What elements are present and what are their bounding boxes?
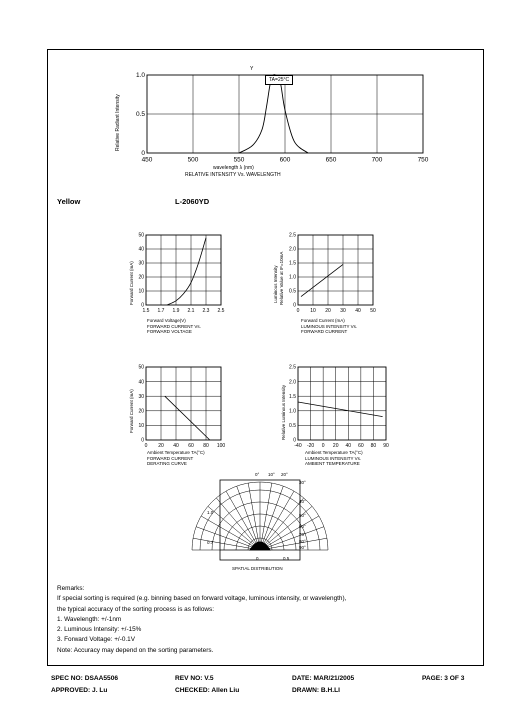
derating-chart-ytick-label: 30	[138, 393, 144, 400]
part-number: L-2060YD	[175, 197, 210, 206]
spatial-distribution-diagram	[215, 470, 325, 570]
vf-chart-xtick-label: 2.1	[187, 308, 195, 314]
vf-chart-xtick-label: 1.7	[157, 308, 165, 314]
li-chart-xtick-label: 10	[310, 308, 316, 314]
remarks-line: Note: Accuracy may depend on the sorting parameters.	[57, 646, 214, 654]
spatial-label-90: 90°	[299, 545, 306, 550]
remarks-title: Remarks:	[57, 585, 85, 592]
li-chart-caption1: LUMINOUS INTENSITY Vs.	[301, 324, 358, 329]
top-chart-ytick-label: 1.0	[135, 72, 145, 80]
remarks-line: the typical accuracy of the sorting process is as follows:	[57, 605, 214, 613]
derating-chart-ytick-label: 0	[141, 437, 144, 444]
derating-chart-xtick-label: 0	[144, 443, 148, 449]
spatial-label-80: 80°	[299, 539, 306, 544]
page-number: PAGE: 3 OF 3	[422, 675, 465, 682]
li-chart-curve	[301, 264, 343, 296]
temp-chart-grid	[298, 367, 386, 440]
derating-chart-xlabel: Ambient Temperature TA(°C)	[147, 450, 205, 455]
vf-chart-caption2: FORWARD VOLTAGE	[147, 329, 192, 334]
product-color: Yellow	[57, 197, 81, 206]
derating-chart-ytick-label: 10	[138, 423, 144, 430]
temp-chart-xtick-label: 40	[345, 443, 352, 449]
li-chart-ytick-label: 0.5	[289, 288, 296, 295]
temp-chart-ytick-label: 1.0	[289, 408, 296, 415]
temp-chart-ytick-label: 0.5	[289, 423, 296, 430]
vf-chart-xtick-label: 1.5	[142, 308, 150, 314]
top-chart-ylabel: Relative Radiant Intensity	[115, 94, 121, 151]
derating-chart-xtick-label: 80	[203, 443, 209, 449]
derating-chart-ytick-label: 40	[138, 379, 144, 386]
spatial-label-60: 60°	[299, 524, 306, 529]
vf-chart-ytick-label: 20	[138, 274, 144, 281]
temp-chart-xlabel: Ambient Temperature TA(°C)	[305, 450, 363, 455]
spatial-label-bottom-0: 0	[256, 556, 259, 561]
checked-by: CHECKED: Allen Liu	[175, 687, 240, 694]
derating-chart-yticks	[138, 365, 144, 444]
vf-chart-xtick-label: 2.5	[217, 308, 225, 314]
derating-chart-xtick-label: 40	[173, 443, 179, 449]
derating-chart-xtick-label: 60	[188, 443, 194, 449]
vf-chart-ytick-label: 0	[141, 302, 144, 309]
vf-chart-xticks	[143, 308, 225, 314]
vf-chart-ylabel: Forward Current (mA)	[129, 261, 134, 305]
derating-chart-xtick-label: 100	[216, 443, 226, 449]
vf-chart-frame	[146, 235, 221, 305]
spatial-label-bottom-0-5: 0.5	[283, 556, 290, 561]
remarks-line: 1. Wavelength: +/-1nm	[57, 615, 122, 623]
spatial-caption: SPATIAL DISTRIBUTION	[232, 566, 283, 571]
remarks-line: 2. Luminous Intensity: +/-15%	[57, 626, 142, 634]
derating-chart-xtick-label: 20	[158, 443, 164, 449]
approved-by: APPROVED: J. Lu	[51, 687, 108, 694]
drawn-by: DRAWN: B.H.LI	[292, 687, 340, 694]
spatial-label-30: 30°	[299, 480, 306, 485]
top-chart-xtick-label: 700	[371, 156, 383, 164]
temp-chart-frame	[298, 367, 386, 440]
spatial-label-0: 0°	[255, 472, 260, 477]
forward-voltage-chart	[130, 228, 230, 318]
remarks-line: If special sorting is required (e.g. binning based on forward voltage, luminous intensity, or wavelength),	[57, 595, 347, 603]
spatial-label-70: 70°	[299, 532, 306, 537]
derating-chart-frame	[146, 367, 221, 440]
li-chart-xtick-label: 30	[340, 308, 346, 314]
temp-chart-xticks	[294, 443, 389, 449]
temp-chart-xtick-label: -20	[306, 443, 315, 449]
derating-chart-ytick-label: 50	[138, 364, 144, 371]
li-chart-xticks	[297, 308, 376, 314]
li-chart-ytick-label: 1.5	[289, 260, 296, 267]
li-chart-ytick-label: 2.0	[289, 246, 296, 253]
li-chart-xlabel: Forward Current (mA)	[301, 318, 345, 323]
li-chart-yticks	[289, 233, 296, 309]
temp-chart-ylabel: Relative Luminous Intensity	[281, 384, 286, 440]
temp-chart-xtick-label: 90	[383, 443, 389, 449]
vf-chart-ytick-label: 40	[138, 246, 144, 253]
derating-chart-xticks	[145, 443, 226, 449]
vf-chart-grid	[146, 235, 221, 305]
luminous-temperature-chart	[282, 360, 402, 450]
top-chart-xtick-label: 600	[279, 156, 291, 164]
vf-chart-curve	[167, 238, 206, 305]
spatial-label-20: 20°	[281, 472, 288, 477]
temp-chart-xtick-label: 60	[358, 443, 364, 449]
derating-chart-ylabel: Forward Current (mA)	[129, 389, 134, 433]
spatial-label-0-7: 0.7	[207, 540, 214, 545]
derating-chart-caption1: FORWARD CURRENT	[147, 456, 194, 461]
top-chart-xtick-label: 650	[325, 156, 337, 164]
li-chart-xtick-label: 40	[355, 308, 361, 314]
derating-chart-curve	[165, 396, 210, 440]
li-chart-caption2: FORWARD CURRENT	[301, 329, 348, 334]
vf-chart-xlabel: Forward Voltage(V)	[147, 318, 186, 323]
top-chart-xtick-label: 550	[233, 156, 245, 164]
top-chart-grid	[147, 75, 423, 153]
derating-chart-ytick-label: 20	[138, 408, 144, 415]
temp-chart-ytick-label: 2.0	[289, 379, 296, 386]
temperature-annotation: TA=25°C	[265, 75, 293, 85]
li-chart-xtick-label: 20	[325, 308, 331, 314]
li-chart-ytick-label: 0	[293, 302, 296, 309]
temp-chart-ytick-label: 1.5	[289, 393, 296, 400]
luminous-current-chart	[282, 228, 382, 318]
top-chart-xlabel: wavelength λ (nm)	[213, 165, 254, 171]
derating-chart	[130, 360, 230, 450]
vf-chart-yticks	[138, 233, 144, 309]
temp-chart-xtick-label: 0	[321, 443, 325, 449]
derating-chart-grid	[146, 367, 221, 440]
top-chart-caption: RELATIVE INTENSITY Vs. WAVELENGTH	[185, 172, 281, 178]
top-chart-xtick-label: 750	[417, 156, 429, 164]
spatial-label-40: 40°	[299, 499, 306, 504]
li-chart-xtick-label: 50	[370, 308, 376, 314]
temp-chart-xtick-label: 80	[370, 443, 377, 449]
temp-chart-caption1: LUMINOUS INTENSITY Vs.	[305, 456, 362, 461]
li-chart-ylabel2: Relative Value at IF=10mA	[279, 251, 284, 305]
temp-chart-caption2: AMBIENT TEMPERATURE	[305, 461, 360, 466]
spec-number: SPEC NO: DSAA5506	[51, 675, 119, 682]
li-chart-ytick-label: 1.0	[289, 274, 296, 281]
spatial-label-50: 50°	[299, 513, 306, 518]
remarks-line: 3. Forward Voltage: +/-0.1V	[57, 636, 135, 644]
derating-chart-caption2: DERATING CURVE	[147, 461, 187, 466]
vf-chart-ytick-label: 50	[138, 232, 144, 239]
spatial-label-1-0: 1.0	[207, 510, 214, 515]
vf-chart-caption1: FORWARD CURRENT Vs.	[147, 324, 201, 329]
top-chart-yticks	[136, 72, 145, 157]
temp-chart-ytick-label: 0	[293, 437, 296, 444]
temp-chart-xtick-label: 20	[332, 443, 339, 449]
vf-chart-ytick-label: 30	[138, 260, 144, 267]
temp-chart-xtick-label: -40	[294, 443, 302, 449]
revision-number: REV NO: V.5	[175, 675, 214, 682]
peak-label: Y	[250, 66, 254, 72]
li-chart-xtick-label: 0	[296, 308, 300, 314]
top-chart-ytick-label: 0.5	[135, 111, 145, 119]
vf-chart-ytick-label: 10	[138, 288, 144, 295]
top-chart-xtick-label: 450	[141, 156, 153, 164]
top-chart-xticks	[142, 157, 429, 164]
document-date: DATE: MAR/21/2005	[292, 675, 355, 682]
top-chart-xtick-label: 500	[187, 156, 199, 164]
vf-chart-xtick-label: 2.3	[202, 308, 210, 314]
vf-chart-xtick-label: 1.9	[172, 308, 180, 314]
spatial-label-10: 10°	[268, 472, 275, 477]
temp-chart-ytick-label: 2.5	[289, 364, 296, 371]
li-chart-ytick-label: 2.5	[289, 232, 296, 239]
temp-chart-yticks	[289, 365, 296, 444]
spatial-pattern	[250, 542, 270, 550]
remarks-section	[57, 584, 346, 656]
top-chart-ytick-label: 0	[141, 150, 145, 158]
li-chart-ylabel1: Luminous Intensity	[273, 265, 278, 303]
